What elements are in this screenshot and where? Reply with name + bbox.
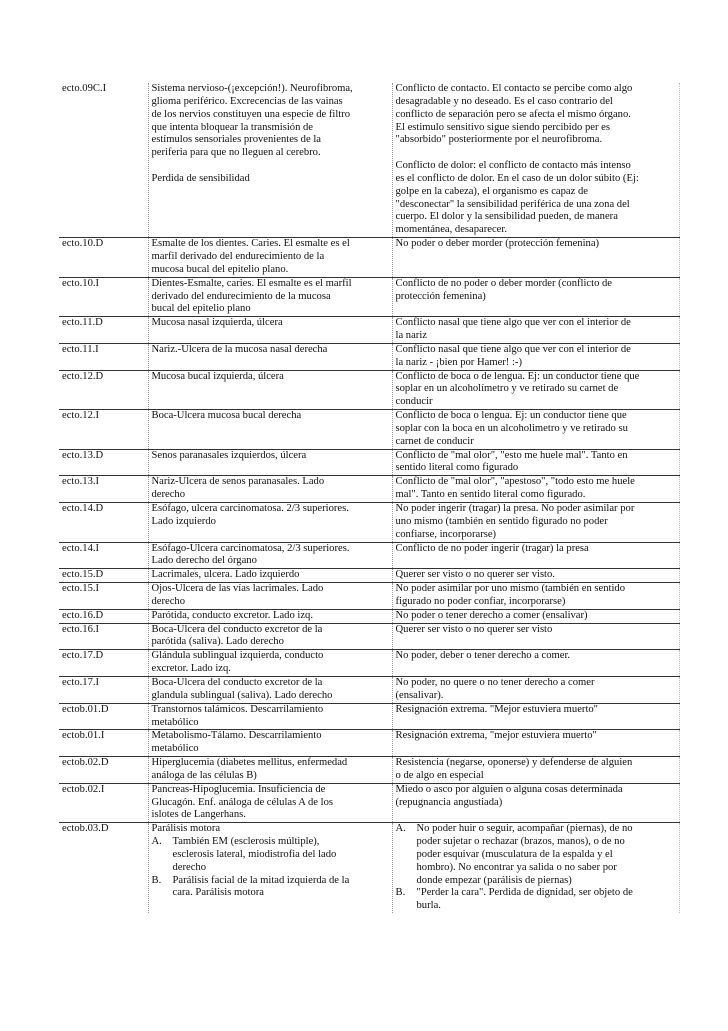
conflict-text: Conflicto de no poder o deber morder (conflicto de protección femenina)	[392, 277, 679, 317]
conflict-text: No poder o tener derecho a comer (ensalivar)	[392, 609, 679, 623]
row-code: ecto.14.I	[59, 542, 148, 569]
list-item	[396, 823, 677, 887]
conflict-list	[396, 823, 677, 913]
conflict-text: Conflicto de boca o de lengua. Ej: un conductor tiene que soplar en un alcoholímetro y ve retirado su carnet de conducir	[392, 370, 679, 410]
organ-text: Ojos-Ulcera de las vías lacrimales. Lado derecho	[148, 583, 392, 610]
row-code: ecto.13.D	[59, 449, 148, 476]
row-code: ecto.10.I	[59, 277, 148, 317]
list-marker: B.	[395, 887, 406, 899]
organ-extra-text: Perdida de sensibilidad	[151, 172, 250, 184]
table-body	[59, 83, 679, 913]
list-marker: A.	[395, 823, 406, 835]
conflict-text: Miedo o asco por alguien o alguna cosas determinada (repugnancia angustiada)	[392, 783, 679, 823]
list-item-text: No poder huir o seguir, acompañar (piernas), de no poder sujetar o rechazar (brazos, manos), o de no poder esquivar (musculatura de la espalda y el hombro). No encontrar ya salida o no saber por donde empezar (parálisis de piernas)	[416, 823, 633, 886]
row-code: ectob.01.I	[59, 730, 148, 757]
table-row	[59, 410, 679, 450]
organ-text: Mucosa nasal izquierda, úlcera	[148, 317, 392, 344]
table-row	[59, 757, 679, 784]
table-row	[59, 569, 679, 583]
organ-text: Glándula sublingual izquierda, conducto excretor. Lado izq.	[148, 650, 392, 677]
row-code: ecto.15.I	[59, 583, 148, 610]
table-row	[59, 343, 679, 370]
conflict-extra-text: Conflicto de dolor: el conflicto de contacto más intenso es el conflicto de dolor. En el caso de un dolor súbito (Ej: golpe en la cabeza), el organismo es capaz de "desconectar" la sensibilidad periférica de una zona del cuerpo. El dolor y la sensibilidad pueden, de manera momentánea, desaparecer.	[395, 160, 639, 236]
row-code: ecto.17.I	[59, 676, 148, 703]
list-item-text: También EM (esclerosis múltiple), esclerosis lateral, miodistrofia del lado derecho	[172, 836, 337, 873]
table-row	[59, 449, 679, 476]
row-code: ecto.11.I	[59, 343, 148, 370]
organ-text: Hiperglucemia (diabetes mellitus, enfermedad análoga de las células B)	[148, 757, 392, 784]
conflict-text: Conflicto de boca o lengua. Ej: un conductor tiene que soplar con la boca en un alcoholimetro y ve retirado su carnet de conducir	[392, 410, 679, 450]
organ-text: Senos paranasales izquierdos, úlcera	[148, 449, 392, 476]
conflict-text: No poder, no quere o no tener derecho a comer (ensalivar).	[392, 676, 679, 703]
conflict-text: No poder, deber o tener derecho a comer.	[392, 650, 679, 677]
conflict-text: Conflicto de no poder ingerir (tragar) la presa	[392, 542, 679, 569]
table-row	[59, 83, 679, 238]
table-row	[59, 370, 679, 410]
row-code: ecto.14.D	[59, 503, 148, 543]
organ-text: Nariz.-Ulcera de la mucosa nasal derecha	[148, 343, 392, 370]
row-code: ectob.02.D	[59, 757, 148, 784]
row-code: ecto.09C.I	[62, 83, 107, 94]
conflict-text: Querer ser visto o no querer ser visto	[392, 623, 679, 650]
conflict-text: Conflicto de "mal olor", "apestoso", "todo esto me huele mal". Tanto en sentido literal como figurado.	[392, 476, 679, 503]
conflict-text: Resignación extrema. "Mejor estuviera muerto"	[392, 703, 679, 730]
table-row	[59, 542, 679, 569]
table-row	[59, 703, 679, 730]
document-page	[59, 83, 679, 913]
conflict-text: No poder ingerir (tragar) la presa. No poder asimilar por uno mismo (también en sentido figurado no poder confiarse, incorporarse)	[392, 503, 679, 543]
conflict-text: Conflicto nasal que tiene algo que ver con el interior de la nariz - ¡bien por Hamer! :-)	[392, 343, 679, 370]
conflict-text: Resignación extrema, "mejor estuviera muerto"	[392, 730, 679, 757]
table-row	[59, 823, 679, 913]
table-row	[59, 277, 679, 317]
row-code: ecto.17.D	[59, 650, 148, 677]
conflict-cell	[392, 83, 679, 238]
table-row	[59, 238, 679, 278]
list-item	[396, 887, 677, 913]
row-code: ecto.12.I	[59, 410, 148, 450]
organ-cell	[148, 823, 392, 913]
row-code: ecto.13.I	[59, 476, 148, 503]
table-row	[59, 609, 679, 623]
conflict-text: No poder asimilar por uno mismo (también en sentido figurado no poder confiar, incorporarse)	[392, 583, 679, 610]
table-row	[59, 676, 679, 703]
list-item-text: "Perder la cara". Perdida de dignidad, ser objeto de burla.	[416, 887, 633, 912]
list-marker: B.	[151, 874, 162, 886]
conflict-text: Conflicto de "mal olor", "esto me huele mal". Tanto en sentido literal como figurado	[392, 449, 679, 476]
table-row	[59, 730, 679, 757]
list-item	[152, 875, 390, 901]
organ-text: Esófago-Ulcera carcinomatosa, 2/3 superiores. Lado derecho del órgano	[148, 542, 392, 569]
organ-cell	[148, 83, 392, 238]
list-item-text: Parálisis facial de la mitad izquierda de la cara. Parálisis motora	[172, 874, 350, 899]
organ-text: Sistema nervioso-(¡excepción!). Neurofibroma, glioma periférico. Excrecencias de las vainas de los nervios constituyen una especie de filtro que intenta bloquear la transmisión de estímulos sensoriales provenientes de la periferia para que no lleguen al cerebro.	[151, 83, 353, 159]
organ-text: Pancreas-Hipoglucemia. Insuficiencia de Glucagón. Enf. análoga de células A de los islotes de Langerhans.	[148, 783, 392, 823]
organ-text: Nariz-Ulcera de senos paranasales. Lado derecho	[148, 476, 392, 503]
table-row	[59, 583, 679, 610]
organ-list	[152, 836, 390, 900]
organ-text: Boca-Ulcera del conducto excretor de la parótida (saliva). Lado derecho	[148, 623, 392, 650]
conflict-table	[59, 83, 680, 913]
organ-text: Parálisis motora	[151, 823, 221, 835]
organ-text: Lacrimales, ulcera. Lado izquierdo	[148, 569, 392, 583]
row-code: ectob.03.D	[59, 823, 148, 913]
organ-text: Boca-Ulcera del conducto excretor de la glandula sublingual (saliva). Lado derecho	[148, 676, 392, 703]
organ-text: Esmalte de los dientes. Caries. El esmalte es el marfil derivado del endurecimiento de la mucosa bucal del epitelio plano.	[148, 238, 392, 278]
list-marker: A.	[151, 836, 162, 848]
table-row	[59, 650, 679, 677]
table-row	[59, 783, 679, 823]
organ-text: Dientes-Esmalte, caries. El esmalte es el marfil derivado del endurecimiento de la mucosa bucal del epitelio plano	[148, 277, 392, 317]
table-row	[59, 503, 679, 543]
organ-text: Transtornos talámicos. Descarrilamiento metabólico	[148, 703, 392, 730]
conflict-text: Conflicto nasal que tiene algo que ver con el interior de la nariz	[392, 317, 679, 344]
table-row	[59, 317, 679, 344]
list-item	[152, 836, 390, 875]
row-code: ecto.16.I	[59, 623, 148, 650]
row-code: ecto.16.D	[59, 609, 148, 623]
conflict-text: Resistencia (negarse, oponerse) y defenderse de alguien o de algo en especial	[392, 757, 679, 784]
table-row	[59, 623, 679, 650]
organ-text: Parótida, conducto excretor. Lado izq.	[148, 609, 392, 623]
table-row	[59, 476, 679, 503]
row-code: ecto.10.D	[59, 238, 148, 278]
row-code: ecto.11.D	[59, 317, 148, 344]
row-code: ecto.12.D	[59, 370, 148, 410]
conflict-text: Querer ser visto o no querer ser visto.	[392, 569, 679, 583]
row-code: ecto.15.D	[59, 569, 148, 583]
row-code: ectob.02.I	[59, 783, 148, 823]
organ-text: Mucosa bucal izquierda, úlcera	[148, 370, 392, 410]
conflict-cell	[392, 823, 679, 913]
organ-text: Boca-Ulcera mucosa bucal derecha	[148, 410, 392, 450]
conflict-text: No poder o deber morder (protección femenina)	[392, 238, 679, 278]
organ-text: Esófago, ulcera carcinomatosa. 2/3 superiores. Lado izquierdo	[148, 503, 392, 543]
conflict-text: Conflicto de contacto. El contacto se percibe como algo desagradable y no deseado. Es el caso contrario del conflicto de separación pero se afecta el mismo órgano. El estimulo sensitivo sigue siendo percibido per es "absorbido" posteriormente por el neurofibroma.	[395, 83, 633, 146]
organ-text: Metabolismo-Tálamo. Descarrilamiento metabólico	[148, 730, 392, 757]
row-code: ectob.01.D	[59, 703, 148, 730]
